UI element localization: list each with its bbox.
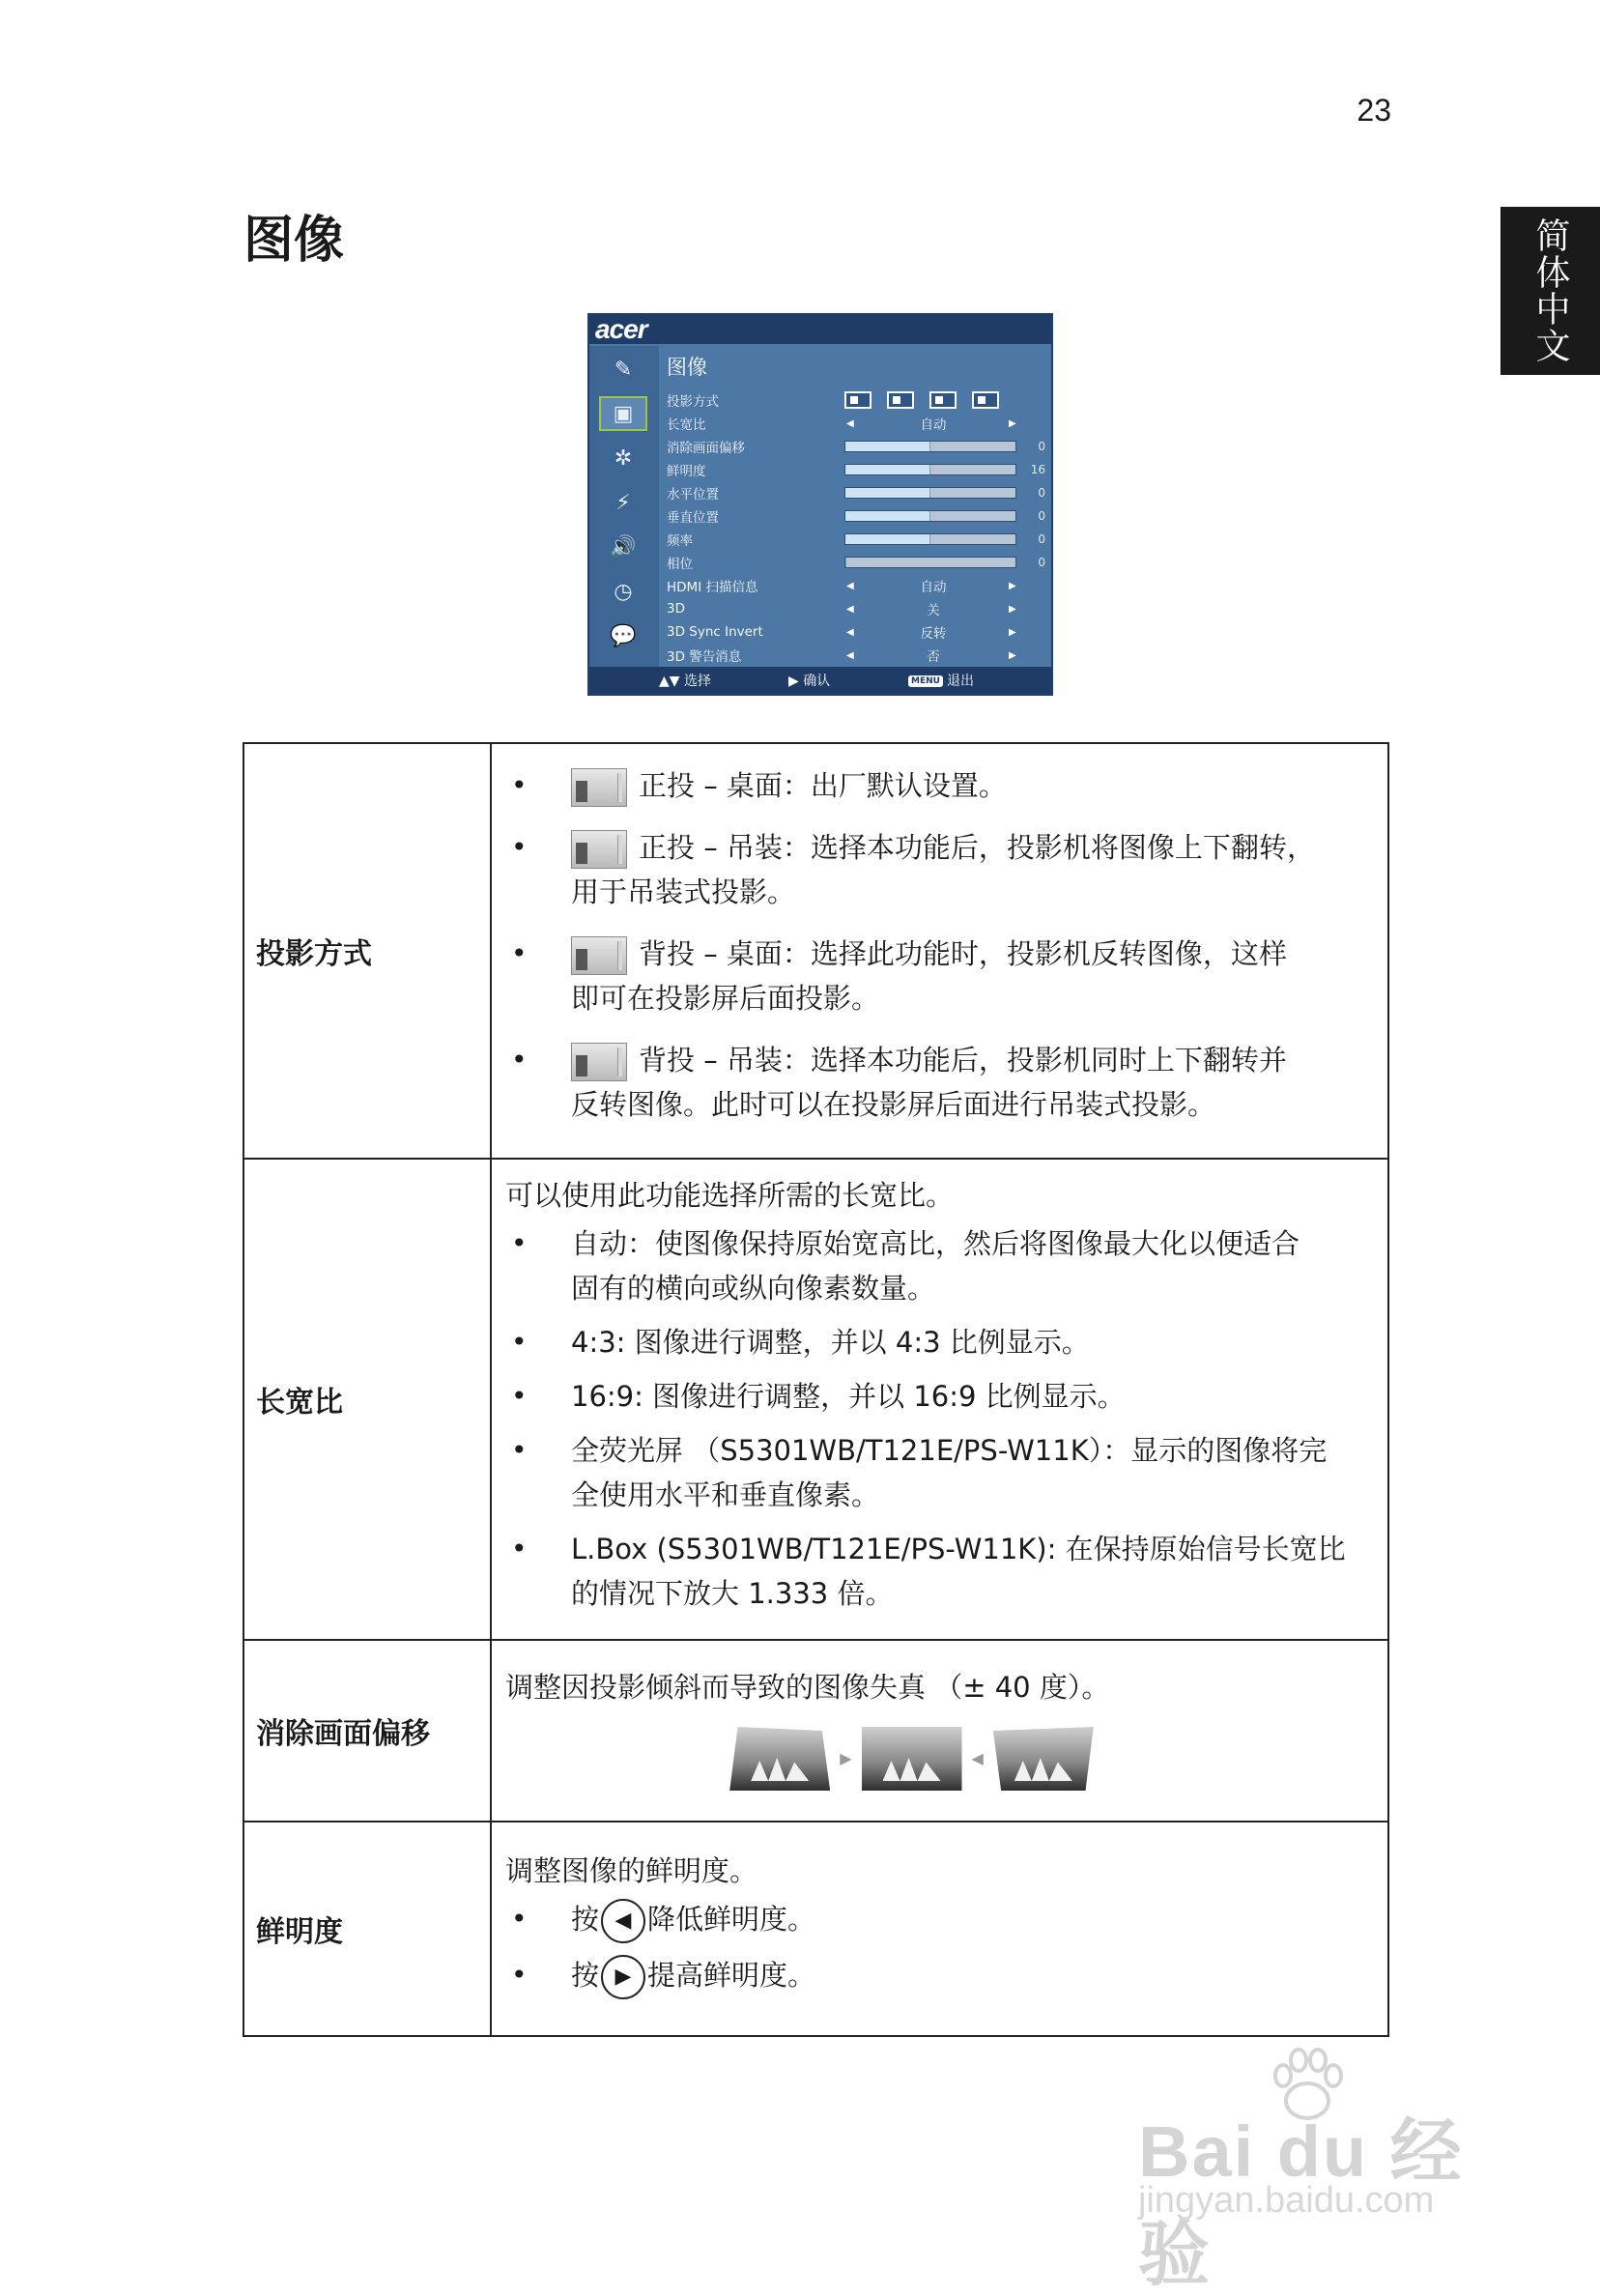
osd-slider[interactable] [844, 441, 1016, 452]
menu-badge: MENU [908, 675, 943, 687]
osd-slider-value: 0 [1038, 440, 1045, 453]
osd-slider-value: 16 [1030, 463, 1045, 476]
arrow-right-icon[interactable]: ▶ [1009, 603, 1016, 615]
osd-row-control[interactable] [844, 597, 1049, 620]
list-item [505, 1320, 1376, 1364]
acer-logo: acer [595, 314, 647, 344]
keystone-content [491, 1640, 1388, 1822]
osd-option-value: 自动 [920, 580, 947, 595]
left-button-icon: ◀ [601, 1899, 645, 1943]
projection-label: 投影方式 [243, 743, 491, 1159]
front-ceiling-icon [571, 830, 627, 869]
osd-row-label: 垂直位置 [667, 510, 719, 526]
osd-slider[interactable] [844, 557, 1016, 568]
osd-row[interactable] [667, 574, 1049, 597]
osd-option-value: 自动 [920, 417, 947, 433]
sharpness-content [491, 1822, 1388, 2036]
item-text-cont: 固有的横向或纵向像素数量。 [571, 1272, 936, 1305]
keystone-demo [505, 1727, 1376, 1791]
management-icon[interactable]: ⚡ [615, 490, 631, 515]
list-item [505, 1953, 1376, 1999]
arrow-right-icon[interactable]: ▶ [1009, 626, 1016, 638]
osd-row-control[interactable] [844, 388, 1049, 412]
osd-row-control[interactable] [844, 551, 1049, 574]
osd-row[interactable] [667, 597, 1049, 620]
osd-rows [667, 388, 1049, 667]
arrow-left-icon[interactable]: ◀ [846, 649, 854, 661]
projection-list [505, 763, 1376, 1127]
osd-row-label: 长宽比 [667, 417, 706, 433]
osd-header [589, 315, 1051, 344]
osd-row-control[interactable] [844, 435, 1049, 458]
osd-row[interactable] [667, 504, 1049, 528]
arrow-left-icon[interactable]: ◀ [846, 603, 854, 615]
image-icon[interactable]: ▣ [599, 396, 647, 431]
sharpness-list [505, 1897, 1376, 1999]
item-text-post: 降低鲜明度。 [647, 1903, 816, 1936]
item-text: 背投 – 吊装：选择本功能后，投影机同时上下翻转并 [639, 1044, 1287, 1076]
osd-row-label: 水平位置 [667, 487, 719, 502]
osd-row[interactable] [667, 620, 1049, 644]
osd-row-control[interactable] [844, 644, 1049, 667]
language-icon[interactable]: 💬 [610, 623, 637, 648]
osd-row[interactable] [667, 412, 1049, 435]
projection-mode-icon[interactable] [887, 391, 914, 409]
osd-row-label: 频率 [667, 533, 693, 549]
list-item [505, 1428, 1376, 1517]
projection-mode-icon[interactable] [844, 391, 871, 409]
osd-option-value: 关 [927, 603, 940, 618]
osd-slider-value: 0 [1038, 556, 1045, 569]
aspect-list [505, 1221, 1376, 1616]
item-text-cont: 的情况下放大 1.333 倍。 [571, 1577, 894, 1610]
list-item [505, 1897, 1376, 1943]
item-text: 全荧光屏 （S5301WB/T121E/PS-W11K）：显示的图像将完 [571, 1434, 1328, 1467]
keystone-image-right [993, 1727, 1094, 1791]
list-item [505, 1527, 1376, 1616]
item-text-post: 提高鲜明度。 [647, 1959, 816, 1992]
osd-footer-select: ▲▼ 选择 [659, 674, 711, 689]
osd-row[interactable] [667, 528, 1049, 551]
osd-row-control[interactable] [844, 620, 1049, 644]
item-text-pre: 按 [571, 1959, 600, 1992]
osd-row-control[interactable] [844, 504, 1049, 528]
osd-row-label: 投影方式 [667, 394, 719, 410]
arrow-left-icon[interactable]: ◀ [846, 417, 854, 429]
settings-icon[interactable]: ✲ [614, 445, 633, 471]
osd-option-value: 反转 [920, 626, 947, 642]
osd-row-label: 3D [667, 601, 685, 617]
osd-row-label: 3D 警告消息 [667, 649, 742, 665]
list-item [505, 1374, 1376, 1419]
table-row-sharpness [243, 1822, 1388, 2036]
osd-slider[interactable] [844, 533, 1016, 545]
arrow-left-icon[interactable]: ◀ [846, 626, 854, 638]
aspect-label: 长宽比 [243, 1159, 491, 1640]
osd-row[interactable] [667, 388, 1049, 412]
sharpness-intro: 调整图像的鲜明度。 [505, 1854, 758, 1887]
osd-menu [587, 313, 1053, 696]
osd-row-label: HDMI 扫描信息 [667, 580, 758, 595]
osd-footer-exit-label: 退出 [946, 674, 974, 689]
osd-row[interactable] [667, 435, 1049, 458]
osd-row-label: 相位 [667, 557, 693, 572]
osd-footer-confirm: ▶ 确认 [788, 674, 831, 689]
osd-sidebar [589, 346, 659, 667]
arrow-right-icon[interactable]: ▶ [1009, 580, 1016, 591]
osd-row-label: 3D Sync Invert [667, 624, 763, 640]
projection-content [491, 743, 1388, 1159]
item-text: 正投 – 吊装：选择本功能后，投影机将图像上下翻转， [639, 831, 1315, 864]
item-text-cont: 全使用水平和垂直像素。 [571, 1478, 880, 1511]
table-row-keystone [243, 1640, 1388, 1822]
item-text: 背投 – 桌面：选择此功能时，投影机反转图像，这样 [639, 937, 1287, 970]
osd-footer-exit [908, 671, 974, 690]
arrow-right-icon: ▶ [840, 1749, 852, 1767]
table-row-projection [243, 743, 1388, 1159]
osd-row[interactable] [667, 644, 1049, 667]
osd-slider-fill [845, 488, 930, 498]
osd-row-control[interactable] [844, 528, 1049, 551]
osd-row-control[interactable] [844, 481, 1049, 504]
osd-row-label: 消除画面偏移 [667, 441, 745, 456]
audio-icon[interactable]: 🔊 [610, 534, 637, 560]
osd-option-value: 否 [927, 649, 940, 665]
right-button-icon: ▶ [601, 1955, 645, 1999]
osd-slider[interactable] [844, 487, 1016, 499]
osd-row[interactable] [667, 458, 1049, 481]
picture-color-icon[interactable]: ✎ [614, 357, 633, 382]
osd-slider-value: 0 [1038, 532, 1045, 546]
osd-slider-value: 0 [1038, 509, 1045, 523]
keystone-label: 消除画面偏移 [243, 1640, 491, 1822]
keystone-image-left [729, 1727, 830, 1791]
osd-slider-fill [845, 511, 930, 521]
osd-slider-value: 0 [1038, 486, 1045, 500]
rear-desktop-icon [571, 936, 627, 975]
language-tab-label: 简体中文 [1530, 217, 1570, 364]
osd-footer [589, 667, 1051, 694]
osd-row[interactable] [667, 551, 1049, 574]
osd-slider-fill [845, 558, 846, 567]
projection-mode-icon[interactable] [929, 391, 957, 409]
aspect-intro: 可以使用此功能选择所需的长宽比。 [505, 1179, 955, 1212]
list-item [505, 1038, 1376, 1127]
osd-row[interactable] [667, 481, 1049, 504]
image-settings-table [243, 742, 1389, 2037]
item-text-cont: 即可在投影屏后面投影。 [571, 982, 880, 1015]
arrow-left-icon[interactable]: ◀ [846, 580, 854, 591]
baidu-watermark [1129, 2047, 1534, 2294]
osd-row-label: 鲜明度 [667, 464, 706, 479]
page-title: 图像 [243, 212, 345, 270]
sharpness-label: 鲜明度 [243, 1822, 491, 2036]
osd-row-control[interactable] [844, 412, 1049, 435]
keystone-image-center [862, 1727, 962, 1791]
list-item [505, 763, 1376, 808]
list-item [505, 1221, 1376, 1310]
osd-row-control[interactable] [844, 458, 1049, 481]
aspect-content [491, 1159, 1388, 1640]
osd-row-control[interactable] [844, 574, 1049, 597]
osd-slider-fill [845, 465, 930, 474]
osd-slider[interactable] [844, 510, 1016, 522]
arrow-right-icon[interactable]: ▶ [1009, 649, 1016, 661]
projection-mode-icon[interactable] [972, 391, 999, 409]
table-row-aspect [243, 1159, 1388, 1640]
watermark-sub: jingyan.baidu.com [1138, 2180, 1435, 2221]
item-text-cont: 用于吊装式投影。 [571, 875, 796, 908]
item-text: L.Box (S5301WB/T121E/PS-W11K): 在保持原始信号长宽比 [571, 1533, 1346, 1565]
item-text: 16:9: 图像进行调整，并以 16:9 比例显示。 [571, 1380, 1126, 1413]
rear-ceiling-icon [571, 1043, 627, 1081]
osd-title: 图像 [667, 356, 707, 379]
list-item [505, 825, 1376, 914]
osd-slider-fill [845, 534, 930, 544]
item-text: 自动：使图像保持原始宽高比，然后将图像最大化以便适合 [571, 1227, 1300, 1260]
item-text: 4:3: 图像进行调整，并以 4:3 比例显示。 [571, 1326, 1090, 1359]
keystone-intro: 调整因投影倾斜而导致的图像失真 （± 40 度）。 [505, 1671, 1110, 1704]
timer-icon[interactable]: ◷ [614, 579, 633, 604]
projection-mode-icons[interactable] [844, 391, 999, 409]
osd-slider[interactable] [844, 464, 1016, 475]
osd-slider-fill [845, 442, 930, 451]
page-number: 23 [1357, 93, 1391, 128]
item-text: 正投 – 桌面：出厂默认设置。 [639, 769, 1007, 802]
watermark-main: Bai du 经验 [1138, 2111, 1464, 2294]
front-desktop-icon [571, 768, 627, 807]
language-tab [1500, 207, 1600, 375]
arrow-left-icon: ◀ [971, 1749, 984, 1767]
item-text-pre: 按 [571, 1903, 600, 1936]
arrow-right-icon[interactable]: ▶ [1009, 417, 1016, 429]
item-text-cont: 反转图像。此时可以在投影屏后面进行吊装式投影。 [571, 1088, 1216, 1121]
list-item [505, 932, 1376, 1020]
